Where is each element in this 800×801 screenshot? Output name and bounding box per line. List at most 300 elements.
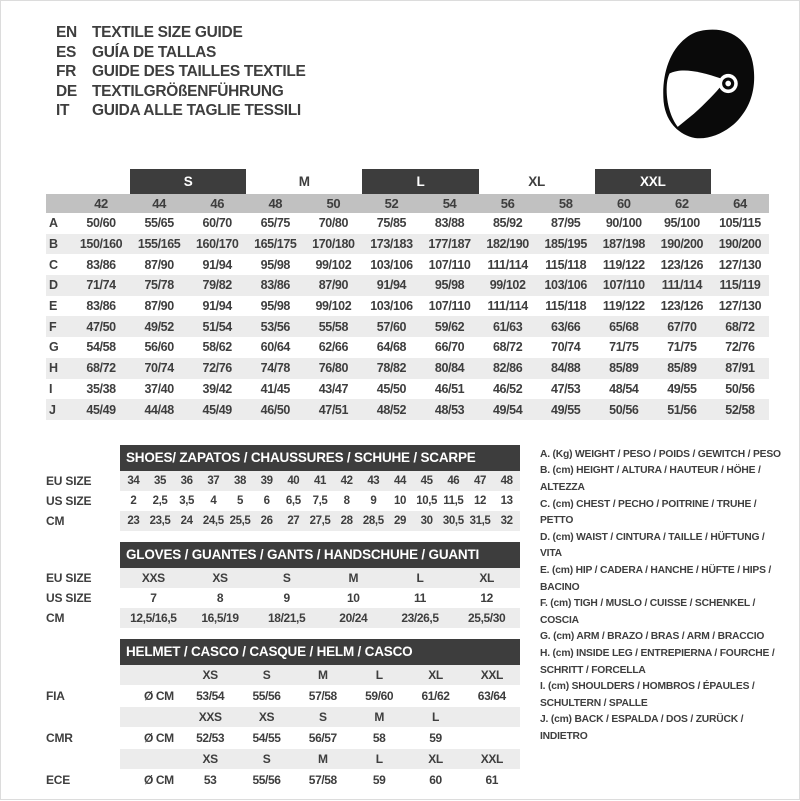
value-cell: 54/55 xyxy=(252,730,281,745)
value-cell: 11 xyxy=(414,590,426,605)
value-cell: 6 xyxy=(263,494,270,507)
row-letter: G xyxy=(49,340,59,355)
value-cell: 8 xyxy=(343,494,350,507)
value-cell: 4 xyxy=(210,494,217,507)
value-cell: 38 xyxy=(233,474,246,487)
value-cell: 44 xyxy=(393,474,406,487)
size-label: XXL xyxy=(480,667,503,682)
value-cell: L xyxy=(416,570,424,585)
size-label: M xyxy=(374,709,384,724)
guide-title: GUIDA ALLE TAGLIE TESSILI xyxy=(92,102,301,120)
helmet-table-body xyxy=(46,665,520,790)
measurement-cell: 48/53 xyxy=(434,402,465,417)
value-cell: 10 xyxy=(347,590,360,605)
measurement-cell: 95/98 xyxy=(260,299,290,314)
measurement-row-a xyxy=(46,213,769,234)
measurement-cell: 127/130 xyxy=(718,299,762,314)
measurement-row-b xyxy=(46,234,769,255)
size-label: L xyxy=(375,751,383,766)
value-cell: 39 xyxy=(260,474,273,487)
size-group-l: L xyxy=(362,169,478,194)
measurement-row-f xyxy=(46,316,769,337)
row-label: ECE xyxy=(46,772,71,787)
measurement-cell: 68/72 xyxy=(86,361,116,376)
measurement-cell: 71/74 xyxy=(86,278,116,293)
helmet-icon xyxy=(657,27,759,146)
value-cell: 10 xyxy=(393,494,406,507)
size-label: 44 xyxy=(152,196,166,211)
size-row-eu-size xyxy=(46,471,520,491)
measurement-cell: 71/75 xyxy=(609,340,639,355)
size-label: 48 xyxy=(268,196,283,211)
row-sizes xyxy=(120,749,520,769)
value-cell: 9 xyxy=(370,494,377,507)
measurement-cell: 72/76 xyxy=(725,340,755,355)
measurement-cell: 41/45 xyxy=(260,381,290,396)
value-cell: 43 xyxy=(367,474,380,487)
size-group-m: M xyxy=(298,174,310,189)
measurement-cell: 173/183 xyxy=(370,237,413,252)
measurement-cell: 50/56 xyxy=(725,381,755,396)
measurement-cell: 60/70 xyxy=(202,216,232,231)
measurement-cell: 59/62 xyxy=(434,319,465,334)
value-cell: 25,5 xyxy=(229,514,251,527)
measurement-cell: 87/90 xyxy=(144,299,174,314)
measurement-rows xyxy=(46,213,769,420)
row-letter: H xyxy=(49,361,58,376)
measurement-cell: 66/70 xyxy=(434,340,465,355)
row-values xyxy=(120,511,520,531)
measurement-cell: 45/49 xyxy=(86,402,116,417)
main-size-table xyxy=(46,169,769,420)
measurement-cell: 55/65 xyxy=(144,216,174,231)
legend-item: H. (cm) INSIDE LEG / ENTREPIERNA / FOURCHE / SCHRITT / FORCELLA xyxy=(540,648,775,676)
measurement-cell: 91/94 xyxy=(202,299,232,314)
size-label: 64 xyxy=(733,196,747,211)
value-cell: 46 xyxy=(447,474,460,487)
row-sizes xyxy=(120,707,520,727)
measurement-cell: 71/75 xyxy=(667,340,697,355)
language-row xyxy=(56,101,306,121)
measurement-cell: 65/68 xyxy=(609,319,639,334)
measurement-cell: 115/118 xyxy=(545,299,587,314)
language-code: FR xyxy=(56,63,77,81)
size-label: 60 xyxy=(616,196,631,211)
helmet-table xyxy=(46,639,520,790)
measurement-cell: 85/89 xyxy=(667,361,697,376)
measurement-cell: 111/114 xyxy=(487,257,528,272)
measurement-cell: 48/54 xyxy=(609,381,639,396)
row-label: CM xyxy=(46,610,65,625)
measurement-cell: 79/82 xyxy=(202,278,232,293)
guide-title: GUÍA DE TALLAS xyxy=(92,43,217,61)
guide-title: GUIDE DES TAILLES TEXTILE xyxy=(92,63,306,81)
measurement-cell: 45/49 xyxy=(202,402,232,417)
value-cell: 12,5/16,5 xyxy=(130,610,177,625)
value-cell: 5 xyxy=(236,494,243,507)
value-cell: 2 xyxy=(130,494,137,507)
size-row-eu-size xyxy=(46,568,520,588)
value-cell: 28,5 xyxy=(362,514,384,527)
row-label: US SIZE xyxy=(46,590,92,605)
measurement-cell: 67/70 xyxy=(667,319,697,334)
legend-item: E. (cm) HIP / CADERA / HANCHE / HÜFTE / HIPS / BACINO xyxy=(540,565,772,593)
measurement-cell: 47/53 xyxy=(551,381,581,396)
size-row-cm xyxy=(46,608,520,628)
value-cell: 59 xyxy=(372,772,386,787)
value-cell: M xyxy=(348,570,359,585)
size-group-header-row xyxy=(46,169,769,194)
value-cell: 23/26,5 xyxy=(401,610,439,625)
size-label: S xyxy=(262,751,271,766)
measurement-cell: 76/80 xyxy=(318,361,348,376)
row-values xyxy=(120,471,520,491)
size-label: XS xyxy=(202,667,218,682)
measurement-cell: 47/51 xyxy=(318,402,348,417)
measurement-cell: 70/74 xyxy=(551,340,581,355)
value-cell: 24,5 xyxy=(202,514,224,527)
measurement-cell: 119/122 xyxy=(602,299,645,314)
measurement-cell: 57/60 xyxy=(376,319,407,334)
value-cell: 11,5 xyxy=(443,494,464,507)
row-label xyxy=(46,707,120,727)
measurement-cell: 111/114 xyxy=(661,278,703,293)
unit-label: Ø CM xyxy=(144,772,174,787)
value-cell: 10,5 xyxy=(416,494,438,507)
measurement-cell: 87/90 xyxy=(318,278,348,293)
helmet-table-title: HELMET / CASCO / CASQUE / HELM / CASCO xyxy=(120,639,520,665)
measurement-cell: 103/106 xyxy=(370,299,413,314)
measurement-cell: 103/106 xyxy=(370,257,413,272)
measurement-cell: 95/100 xyxy=(663,216,700,231)
value-cell: 16,5/19 xyxy=(201,610,239,625)
measurement-cell: 99/102 xyxy=(315,257,352,272)
value-cell: 52/53 xyxy=(196,730,225,745)
legend-item: C. (cm) CHEST / PECHO / POITRINE / TRUHE / PETTO xyxy=(540,498,757,527)
measurement-cell: 49/52 xyxy=(144,319,174,334)
row-letter: J xyxy=(49,402,56,417)
size-label: XS xyxy=(258,709,275,724)
value-cell: 55/56 xyxy=(252,772,281,787)
language-code: IT xyxy=(56,102,70,120)
measurement-cell: 95/98 xyxy=(260,257,290,272)
size-number-row xyxy=(46,194,769,213)
measurement-row-i xyxy=(46,379,769,400)
guide-title: TEXTILGRÖßENFÜHRUNG xyxy=(92,82,284,100)
measurement-row-d xyxy=(46,275,769,296)
measurement-cell: 87/90 xyxy=(144,257,174,272)
language-row xyxy=(56,82,306,102)
measurement-cell: 127/130 xyxy=(718,257,762,272)
value-cell: 61 xyxy=(485,772,499,787)
measurement-cell: 83/88 xyxy=(434,216,465,231)
value-cell: 31,5 xyxy=(469,514,491,527)
helmet-size-row-ece xyxy=(46,749,520,769)
row-letter: D xyxy=(49,278,58,293)
measurement-cell: 87/95 xyxy=(551,216,581,231)
size-label: 52 xyxy=(384,196,399,211)
measurement-cell: 70/80 xyxy=(318,216,348,231)
measurement-cell: 35/38 xyxy=(86,381,116,396)
measurement-cell: 62/66 xyxy=(318,340,348,355)
measurement-cell: 54/58 xyxy=(86,340,116,355)
measurement-row-h xyxy=(46,358,769,379)
measurement-cell: 165/175 xyxy=(254,237,297,252)
value-cell: 7 xyxy=(150,590,157,605)
value-cell: 20/24 xyxy=(339,610,368,625)
row-letter: A xyxy=(49,216,58,231)
value-cell: 26 xyxy=(260,514,273,527)
measurement-cell: 52/58 xyxy=(725,402,755,417)
unit-label: Ø CM xyxy=(144,688,174,703)
row-sizes xyxy=(120,665,520,685)
helmet-size-row-cmr xyxy=(46,707,520,727)
language-row xyxy=(56,43,306,63)
measurement-cell: 58/62 xyxy=(202,340,232,355)
size-label: L xyxy=(375,667,383,682)
legend-item: B. (cm) HEIGHT / ALTURA / HAUTEUR / HÖHE / ALTEZZA xyxy=(540,465,761,494)
size-label: S xyxy=(262,667,271,682)
measurement-cell: 39/42 xyxy=(202,381,232,396)
measurement-row-j xyxy=(46,399,769,420)
measurement-cell: 49/54 xyxy=(492,402,523,417)
value-cell: 58 xyxy=(372,730,386,745)
row-label xyxy=(46,749,120,769)
value-cell: XL xyxy=(479,570,494,585)
value-cell: 13 xyxy=(500,494,513,507)
row-label xyxy=(46,665,120,685)
size-label: XXS xyxy=(198,709,222,724)
value-cell: 53 xyxy=(203,772,217,787)
guide-title: TEXTILE SIZE GUIDE xyxy=(92,24,243,41)
measurement-cell: 107/110 xyxy=(428,299,471,314)
value-cell: 45 xyxy=(420,474,433,487)
value-cell: 27,5 xyxy=(309,514,331,527)
measurement-cell: 107/110 xyxy=(602,278,645,293)
shoes-table xyxy=(46,445,520,531)
value-cell: S xyxy=(282,570,291,585)
language-row xyxy=(56,62,306,82)
value-cell: 56/57 xyxy=(308,730,337,745)
size-label: 46 xyxy=(210,196,225,211)
value-cell: 27 xyxy=(287,514,300,527)
size-row-us-size xyxy=(46,588,520,608)
legend-item: G. (cm) ARM / BRAZO / BRAS / ARM / BRACCIO xyxy=(540,631,765,643)
measurement-cell: 50/56 xyxy=(609,402,639,417)
row-letter: C xyxy=(49,257,58,272)
row-letter: F xyxy=(49,319,57,334)
language-code: EN xyxy=(56,24,77,41)
measurement-cell: 44/48 xyxy=(144,402,174,417)
measurement-cell: 55/58 xyxy=(318,319,348,334)
measurement-cell: 111/114 xyxy=(487,299,528,314)
size-label: 54 xyxy=(442,196,457,211)
language-code: ES xyxy=(56,43,77,61)
value-cell: 42 xyxy=(340,474,353,487)
value-cell: 25,5/30 xyxy=(468,610,506,625)
page-header xyxy=(46,21,787,149)
value-cell: 37 xyxy=(207,474,220,487)
measurement-cell: 190/200 xyxy=(660,237,704,252)
row-values xyxy=(120,728,520,748)
row-values xyxy=(120,588,520,608)
value-cell: 35 xyxy=(153,474,166,487)
measurement-cell: 70/74 xyxy=(144,361,174,376)
measurement-cell: 84/88 xyxy=(551,361,581,376)
gloves-table-body xyxy=(46,568,520,628)
helmet-value-row-ece xyxy=(46,770,520,790)
measurement-cell: 95/98 xyxy=(434,278,465,293)
value-cell: 53/54 xyxy=(196,688,225,703)
size-label: XS xyxy=(202,751,218,766)
measurement-row-g xyxy=(46,337,769,358)
size-label: XL xyxy=(428,751,443,766)
row-letter: E xyxy=(49,299,57,314)
size-group-xl: XL xyxy=(528,174,546,189)
legend-item: D. (cm) WAIST / CINTURA / TAILLE / HÜFTUNG / VITA xyxy=(540,531,765,560)
measurement-cell: 155/165 xyxy=(137,237,181,252)
measurement-cell: 68/72 xyxy=(725,319,755,334)
measurement-cell: 105/115 xyxy=(719,216,761,231)
measurement-cell: 99/102 xyxy=(489,278,526,293)
legend-item: J. (cm) BACK / ESPALDA / DOS / ZURÜCK / INDIETRO xyxy=(540,714,744,742)
value-cell: 28 xyxy=(340,514,353,527)
shoes-table-body xyxy=(46,471,520,531)
size-label: 58 xyxy=(558,196,573,211)
bottom-section xyxy=(46,445,787,801)
size-label: L xyxy=(432,709,439,724)
value-cell: 61/62 xyxy=(421,688,450,703)
measurement-cell: 65/75 xyxy=(260,216,290,231)
measurement-cell: 83/86 xyxy=(86,257,116,272)
row-label: CMR xyxy=(46,730,73,745)
row-letter: I xyxy=(49,381,53,396)
measurement-row-c xyxy=(46,254,769,275)
row-letter: B xyxy=(49,237,58,252)
measurement-cell: 64/68 xyxy=(376,340,407,355)
measurement-cell: 75/78 xyxy=(144,278,174,293)
row-label: FIA xyxy=(46,688,65,703)
value-cell: 57/58 xyxy=(308,688,337,703)
size-label: 42 xyxy=(94,196,108,211)
row-label: EU SIZE xyxy=(46,473,92,488)
measurement-cell: 99/102 xyxy=(315,299,352,314)
gloves-table-title: GLOVES / GUANTES / GANTS / HANDSCHUHE / GUANTI xyxy=(120,542,520,568)
measurement-cell: 83/86 xyxy=(86,299,116,314)
legend-item: A. (Kg) WEIGHT / PESO / POIDS / GEWITCH / PESO xyxy=(540,448,781,460)
measurement-cell: 91/94 xyxy=(376,278,407,293)
size-label: S xyxy=(319,709,327,724)
size-label: 50 xyxy=(326,196,341,211)
measurement-cell: 182/190 xyxy=(486,237,529,252)
value-cell: 3,5 xyxy=(179,494,195,507)
measurement-cell: 91/94 xyxy=(202,257,232,272)
gloves-table xyxy=(46,542,520,628)
measurement-cell: 185/195 xyxy=(544,237,587,252)
helmet-size-row-fia xyxy=(46,665,520,685)
accessory-tables xyxy=(46,445,520,801)
measurement-cell: 90/100 xyxy=(605,216,642,231)
measurement-cell: 78/82 xyxy=(376,361,407,376)
measurement-legend xyxy=(540,445,787,801)
row-values xyxy=(120,491,520,511)
measurement-cell: 123/126 xyxy=(660,299,704,314)
value-cell: 60 xyxy=(429,772,442,787)
row-values xyxy=(120,770,520,790)
value-cell: 29 xyxy=(393,514,406,527)
row-label: EU SIZE xyxy=(46,570,92,585)
measurement-cell: 123/126 xyxy=(660,257,704,272)
row-values xyxy=(120,568,520,588)
shoes-table-title: SHOES/ ZAPATOS / CHAUSSURES / SCHUHE / SCARPE xyxy=(120,445,520,471)
measurement-cell: 53/56 xyxy=(260,319,290,334)
row-values xyxy=(120,608,520,628)
measurement-cell: 61/63 xyxy=(492,319,523,334)
measurement-cell: 49/55 xyxy=(551,402,581,417)
value-cell: 40 xyxy=(287,474,300,487)
value-cell: 48 xyxy=(500,474,513,487)
measurement-cell: 43/47 xyxy=(318,381,348,396)
measurement-cell: 115/119 xyxy=(719,278,761,293)
measurement-cell: 187/198 xyxy=(602,237,645,252)
measurement-cell: 72/76 xyxy=(202,361,232,376)
value-cell: 6,5 xyxy=(285,494,301,507)
value-cell: XS xyxy=(212,570,228,585)
size-row-us-size xyxy=(46,491,520,511)
language-code: DE xyxy=(56,82,77,100)
measurement-row-e xyxy=(46,296,769,317)
value-cell: 7,5 xyxy=(312,494,328,507)
measurement-cell: 37/40 xyxy=(144,381,174,396)
value-cell: 36 xyxy=(180,474,193,487)
value-cell: 8 xyxy=(216,590,224,605)
measurement-cell: 119/122 xyxy=(602,257,645,272)
value-cell: 59/60 xyxy=(365,688,394,703)
value-cell: 12 xyxy=(473,494,486,507)
measurement-cell: 50/60 xyxy=(86,216,116,231)
measurement-cell: 46/50 xyxy=(260,402,290,417)
size-label: XXL xyxy=(480,751,503,766)
measurement-cell: 68/72 xyxy=(492,340,523,355)
measurement-cell: 190/200 xyxy=(718,237,762,252)
value-cell: 41 xyxy=(313,474,326,487)
value-cell: 57/58 xyxy=(308,772,337,787)
measurement-cell: 87/91 xyxy=(725,361,755,376)
measurement-cell: 170/180 xyxy=(312,237,355,252)
value-cell: 2,5 xyxy=(152,494,168,507)
measurement-cell: 49/55 xyxy=(667,381,697,396)
helmet-value-row-fia xyxy=(46,686,520,706)
measurement-cell: 46/51 xyxy=(434,381,465,396)
value-cell: 47 xyxy=(473,474,486,487)
value-cell: 30 xyxy=(420,514,433,527)
row-label: US SIZE xyxy=(46,493,92,508)
measurement-cell: 60/64 xyxy=(260,340,290,355)
measurement-cell: 74/78 xyxy=(260,361,290,376)
size-row-cm xyxy=(46,511,520,531)
value-cell: 18/21,5 xyxy=(268,610,306,625)
measurement-cell: 75/85 xyxy=(376,216,407,231)
helmet-value-row-cmr xyxy=(46,728,520,748)
value-cell: 30,5 xyxy=(442,514,464,527)
measurement-cell: 83/86 xyxy=(260,278,290,293)
row-label: CM xyxy=(46,513,65,528)
measurement-cell: 80/84 xyxy=(434,361,465,376)
measurement-cell: 177/187 xyxy=(428,237,471,252)
measurement-cell: 150/160 xyxy=(79,237,123,252)
value-cell: 23,5 xyxy=(149,514,171,527)
measurement-cell: 82/86 xyxy=(492,361,523,376)
